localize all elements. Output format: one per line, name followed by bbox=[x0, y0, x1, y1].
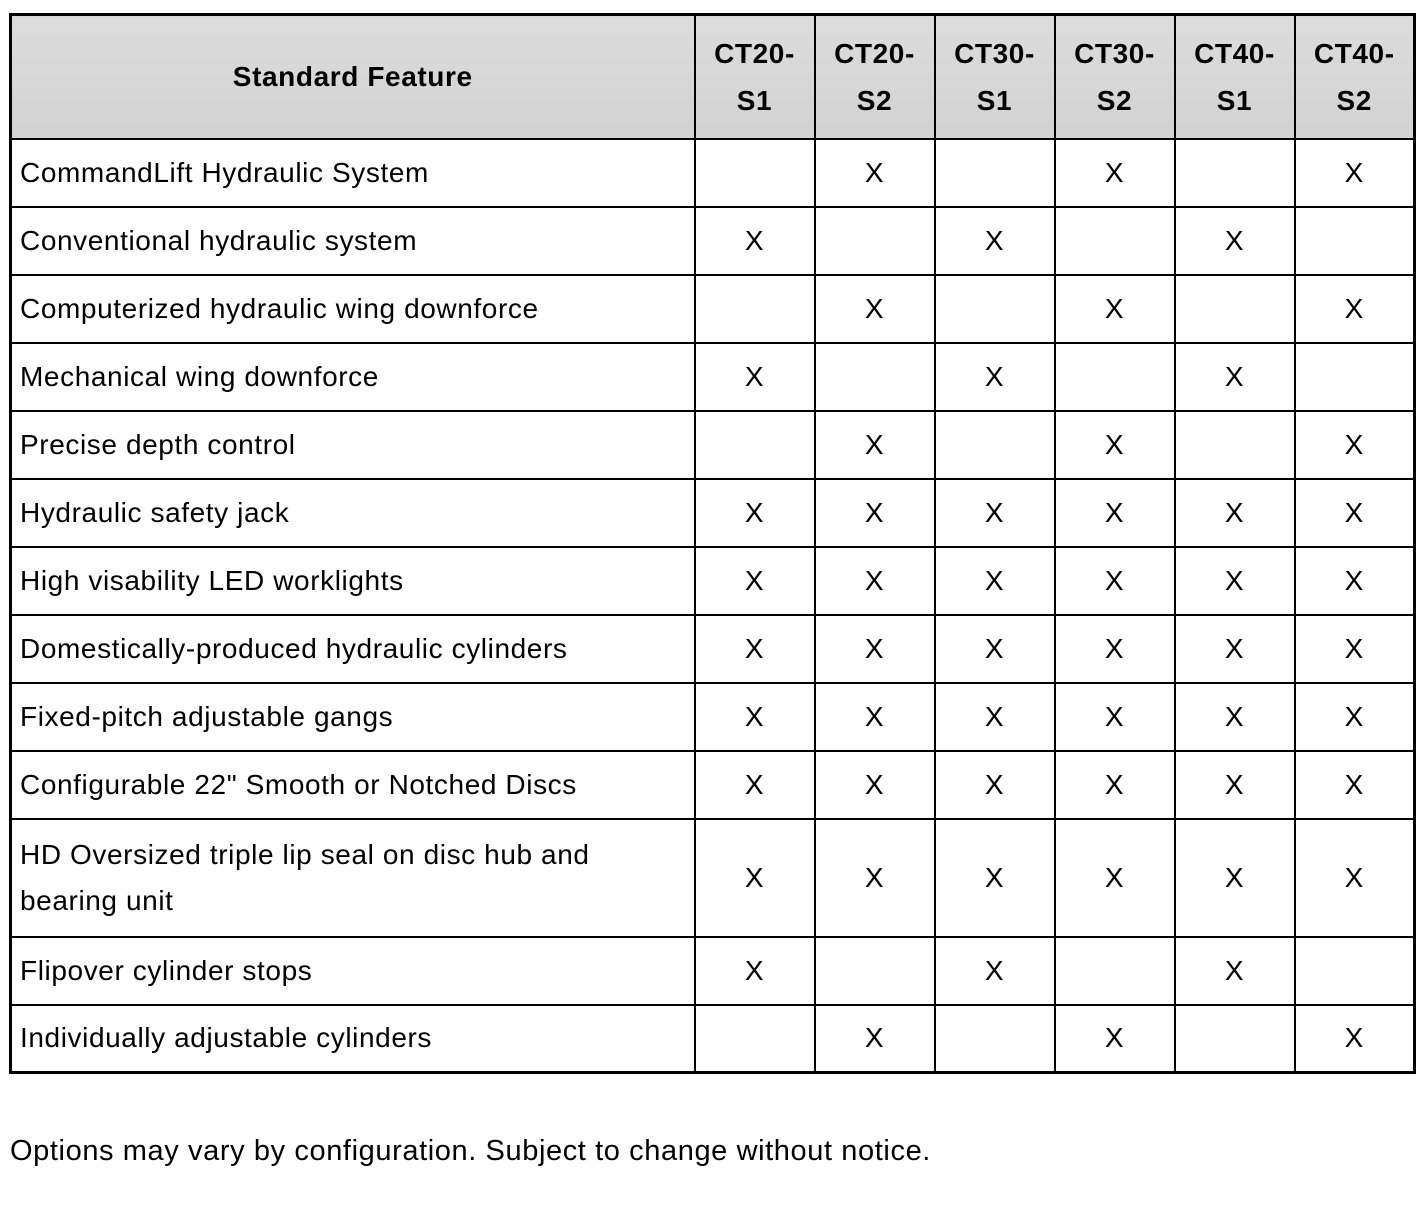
table-row bbox=[11, 479, 1415, 547]
mark-cell: X bbox=[1295, 479, 1415, 547]
mark-cell: X bbox=[1175, 819, 1295, 937]
mark-cell bbox=[1175, 411, 1295, 479]
mark-cell: X bbox=[1055, 479, 1175, 547]
model-name-line2: S2 bbox=[1096, 84, 1133, 116]
mark-cell: X bbox=[935, 683, 1055, 751]
mark-cell: X bbox=[1175, 479, 1295, 547]
mark-cell bbox=[935, 139, 1055, 207]
feature-cell: Domestically-produced hydraulic cylinders bbox=[11, 615, 695, 683]
feature-cell: CommandLift Hydraulic System bbox=[11, 139, 695, 207]
mark-cell bbox=[1295, 343, 1415, 411]
feature-column-header: Standard Feature bbox=[11, 15, 695, 139]
mark-cell bbox=[815, 207, 935, 275]
mark-cell: X bbox=[1055, 751, 1175, 819]
model-column-header bbox=[1295, 15, 1415, 139]
mark-cell: X bbox=[1295, 819, 1415, 937]
model-column-header bbox=[935, 15, 1055, 139]
mark-cell: X bbox=[695, 615, 815, 683]
model-name-line2: S2 bbox=[1336, 84, 1372, 116]
mark-cell: X bbox=[815, 479, 935, 547]
feature-cell: Individually adjustable cylinders bbox=[11, 1005, 695, 1073]
table-row bbox=[11, 547, 1415, 615]
model-name-line1: CT40- bbox=[1313, 37, 1395, 69]
mark-cell: X bbox=[1175, 937, 1295, 1005]
table-row bbox=[11, 411, 1415, 479]
mark-cell: X bbox=[1175, 343, 1295, 411]
feature-cell: Flipover cylinder stops bbox=[11, 937, 695, 1005]
mark-cell: X bbox=[1055, 683, 1175, 751]
mark-cell bbox=[1055, 937, 1175, 1005]
feature-cell: Precise depth control bbox=[11, 411, 695, 479]
mark-cell bbox=[1175, 1005, 1295, 1073]
footnote: Options may vary by configuration. Subject to change without notice. bbox=[10, 1135, 931, 1167]
mark-cell bbox=[1055, 343, 1175, 411]
standard-features-table bbox=[9, 13, 1416, 1074]
mark-cell bbox=[815, 937, 935, 1005]
mark-cell: X bbox=[695, 547, 815, 615]
mark-cell: X bbox=[935, 207, 1055, 275]
mark-cell: X bbox=[1055, 547, 1175, 615]
mark-cell: X bbox=[1295, 1005, 1415, 1073]
mark-cell: X bbox=[815, 819, 935, 937]
feature-cell: Configurable 22" Smooth or Notched Discs bbox=[11, 751, 695, 819]
table-row bbox=[11, 615, 1415, 683]
mark-cell: X bbox=[935, 547, 1055, 615]
mark-cell: X bbox=[1055, 1005, 1175, 1073]
feature-cell: Conventional hydraulic system bbox=[11, 207, 695, 275]
feature-cell: Mechanical wing downforce bbox=[11, 343, 695, 411]
table-row bbox=[11, 139, 1415, 207]
feature-cell: High visability LED worklights bbox=[11, 547, 695, 615]
mark-cell: X bbox=[1055, 615, 1175, 683]
mark-cell bbox=[695, 275, 815, 343]
mark-cell: X bbox=[815, 615, 935, 683]
feature-cell: Fixed-pitch adjustable gangs bbox=[11, 683, 695, 751]
model-column-header bbox=[695, 15, 815, 139]
mark-cell: X bbox=[815, 275, 935, 343]
feature-cell: HD Oversized triple lip seal on disc hub and bearing unit bbox=[11, 819, 695, 937]
mark-cell: X bbox=[695, 819, 815, 937]
mark-cell bbox=[695, 1005, 815, 1073]
mark-cell: X bbox=[815, 139, 935, 207]
mark-cell: X bbox=[1055, 819, 1175, 937]
mark-cell: X bbox=[935, 343, 1055, 411]
table-row bbox=[11, 751, 1415, 819]
mark-cell: X bbox=[695, 207, 815, 275]
mark-cell: X bbox=[935, 751, 1055, 819]
model-column-header bbox=[815, 15, 935, 139]
mark-cell bbox=[1175, 139, 1295, 207]
mark-cell: X bbox=[695, 683, 815, 751]
mark-cell: X bbox=[695, 751, 815, 819]
table-row bbox=[11, 1005, 1415, 1073]
mark-cell bbox=[815, 343, 935, 411]
table-row bbox=[11, 819, 1415, 937]
table-row bbox=[11, 207, 1415, 275]
mark-cell: X bbox=[1175, 207, 1295, 275]
mark-cell: X bbox=[1295, 411, 1415, 479]
model-column-header bbox=[1055, 15, 1175, 139]
mark-cell bbox=[695, 411, 815, 479]
mark-cell bbox=[935, 411, 1055, 479]
model-name-line1: CT20- bbox=[714, 37, 795, 69]
mark-cell: X bbox=[1295, 547, 1415, 615]
model-name-line1: CT30- bbox=[1074, 37, 1155, 69]
model-name-line1: CT40- bbox=[1194, 37, 1275, 69]
mark-cell: X bbox=[935, 615, 1055, 683]
mark-cell: X bbox=[935, 937, 1055, 1005]
mark-cell: X bbox=[695, 937, 815, 1005]
mark-cell: X bbox=[695, 343, 815, 411]
mark-cell bbox=[695, 139, 815, 207]
mark-cell: X bbox=[1175, 683, 1295, 751]
model-name-line2: S1 bbox=[736, 84, 773, 116]
mark-cell bbox=[1295, 937, 1415, 1005]
mark-cell: X bbox=[1055, 275, 1175, 343]
mark-cell: X bbox=[1295, 751, 1415, 819]
mark-cell: X bbox=[695, 479, 815, 547]
model-name-line2: S1 bbox=[1216, 84, 1253, 116]
model-name-line2: S1 bbox=[976, 84, 1013, 116]
mark-cell bbox=[1055, 207, 1175, 275]
table-row bbox=[11, 275, 1415, 343]
mark-cell: X bbox=[1055, 139, 1175, 207]
mark-cell: X bbox=[1295, 139, 1415, 207]
header-row bbox=[11, 15, 1415, 139]
mark-cell bbox=[935, 275, 1055, 343]
mark-cell: X bbox=[815, 1005, 935, 1073]
table-row bbox=[11, 343, 1415, 411]
mark-cell: X bbox=[815, 411, 935, 479]
mark-cell: X bbox=[1175, 615, 1295, 683]
mark-cell: X bbox=[1175, 751, 1295, 819]
mark-cell: X bbox=[815, 547, 935, 615]
mark-cell bbox=[935, 1005, 1055, 1073]
feature-cell: Computerized hydraulic wing downforce bbox=[11, 275, 695, 343]
mark-cell: X bbox=[1175, 547, 1295, 615]
mark-cell: X bbox=[1295, 615, 1415, 683]
mark-cell: X bbox=[1055, 411, 1175, 479]
mark-cell: X bbox=[1295, 275, 1415, 343]
table-row bbox=[11, 937, 1415, 1005]
model-name-line2: S2 bbox=[856, 84, 893, 116]
mark-cell: X bbox=[815, 683, 935, 751]
mark-cell bbox=[1295, 207, 1415, 275]
mark-cell: X bbox=[935, 479, 1055, 547]
model-column-header bbox=[1175, 15, 1295, 139]
mark-cell bbox=[1175, 275, 1295, 343]
mark-cell: X bbox=[815, 751, 935, 819]
mark-cell: X bbox=[935, 819, 1055, 937]
feature-cell: Hydraulic safety jack bbox=[11, 479, 695, 547]
mark-cell: X bbox=[1295, 683, 1415, 751]
model-name-line1: CT30- bbox=[954, 37, 1035, 69]
model-name-line1: CT20- bbox=[834, 37, 915, 69]
table-row bbox=[11, 683, 1415, 751]
